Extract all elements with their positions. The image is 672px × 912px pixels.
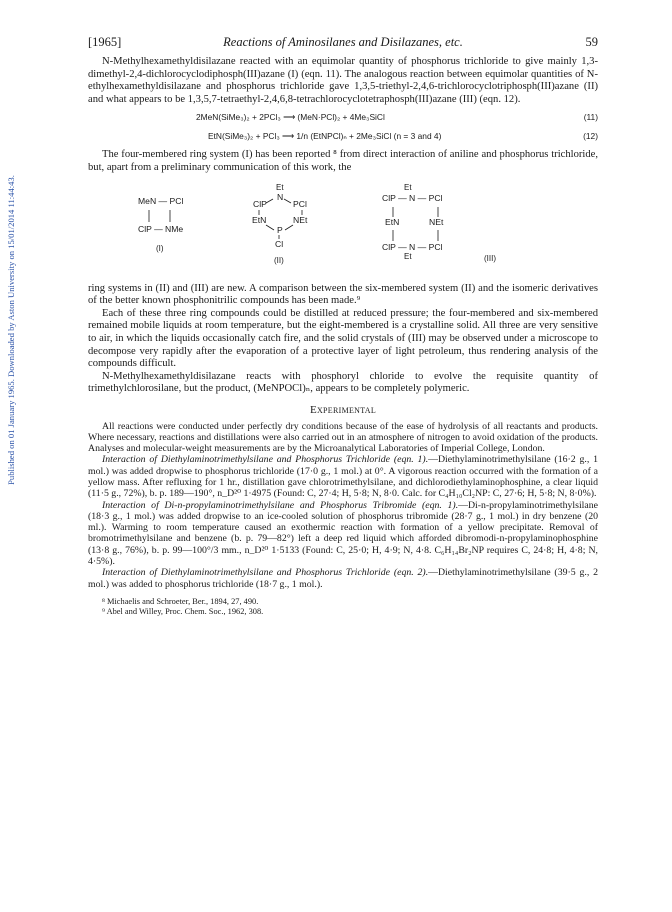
page-number: 59 bbox=[585, 35, 598, 49]
structure-I bbox=[138, 196, 183, 253]
experimental-paragraph-1: All reactions were conducted under perfectly dry conditions because of the ease of hydrolysis of all reactants and products. Where necessary, reactions and distillations were also carried out in an atmosphere of nitrogen to avoid oxidation of the products. Analyses and molecular-weight measurements are by the Microanalytical Laboratories of Imperial College, London. bbox=[88, 420, 598, 455]
experimental-paragraph-2 bbox=[88, 454, 598, 499]
structure-II-p: P bbox=[277, 224, 283, 235]
phosphoryl-paragraph: N-Methylhexamethyldisilazane reacts with phosphoryl chloride to evolve the requisite quantity of trimethylchlorosilane, but the product, (MeNPOCl)ₙ, appears to be completely polymeric. bbox=[88, 370, 598, 395]
experimental-paragraph-4-title: Interaction of Diethylaminotrimethylsilane and Phosphorus Trichloride (eqn. 2). bbox=[102, 567, 429, 579]
structure-II-n-top: N bbox=[277, 191, 284, 202]
equation-11 bbox=[88, 109, 598, 124]
footnote-8-mark: ⁸ bbox=[102, 596, 105, 606]
experimental-paragraph-2-title: Interaction of Diethylaminotrimethylsilane and Phosphorus Trichloride (eqn. 1). bbox=[102, 454, 429, 466]
footnote-9 bbox=[88, 607, 598, 617]
footnote-8-text: Michaelis and Schroeter, Ber., 1894, 27, 490. bbox=[107, 596, 259, 606]
structure-II-bond-5 bbox=[266, 225, 274, 230]
comparison-paragraph: ring systems in (II) and (III) are new. A comparison between the six-membered system (II) and the isomeric derivatives of the better known phosphonitrilic compounds has been made.⁹ bbox=[88, 282, 598, 307]
structure-II-bond-6 bbox=[285, 225, 293, 230]
download-watermark bbox=[4, 40, 18, 620]
ring-structures bbox=[88, 181, 598, 279]
footnote-9-text: Abel and Willey, Proc. Chem. Soc., 1962, 308. bbox=[106, 607, 264, 617]
structure-II-et-top: Et bbox=[276, 182, 284, 192]
experimental-section bbox=[88, 421, 598, 590]
experimental-heading: Experimental bbox=[309, 403, 377, 416]
equation-12-number: (12) bbox=[583, 131, 598, 142]
experimental-paragraph-2-text: —Diethylaminotrimethylsilane (16·2 g., 1 mol.) was added dropwise to phosphorus trichloride (17·0 g., 1 mol.) at 0°. A vigorous reaction occurred with the formation of a yellow mass. After refluxing for 1 hr., distillation gave chlorotrimethylsilane, and dichlorodiethylaminophosphine, a clear liquid (11·5 g., 72%), b. p. 189—190°, n_D²⁰ 1·4975 (Found: C, 27·4; H, 5·8; N, 8·0. Calc. for C₄H₁₀Cl₂NP: C, 27·6; H, 5·8; N, 8·0%). bbox=[88, 454, 599, 500]
structure-II-etn: EtN bbox=[252, 214, 267, 225]
structure-III-et-top: Et bbox=[404, 182, 412, 192]
structure-II-net: NEt bbox=[293, 214, 308, 225]
experimental-paragraph-3-title: Interaction of Di-n-propylaminotrimethylsilane and Phosphorus Tribromide (eqn. 1). bbox=[102, 499, 459, 511]
structure-II-bond-2 bbox=[284, 199, 291, 203]
structure-II-cl: Cl bbox=[275, 238, 284, 249]
structure-III bbox=[382, 183, 496, 263]
equation-12-text: EtN(SiMe₃)₂ + PCl₃ ⟶ 1/n (EtNPCl)ₙ + 2Me₃SiCl (n = 3 and 4) bbox=[208, 131, 442, 142]
ring-system-paragraph: The four-membered ring system (I) has been reported ⁸ from direct interaction of aniline and phosphorus trichloride, but, apart from a preliminary communication of this work, the bbox=[88, 149, 598, 173]
structure-II-bond-1 bbox=[266, 199, 273, 203]
journal-year: [1965] bbox=[88, 35, 122, 49]
structure-II bbox=[252, 183, 308, 265]
running-title: Reactions of Aminosilanes and Disilazanes, etc. bbox=[223, 35, 463, 49]
footnote-9-mark: ⁹ bbox=[102, 607, 105, 617]
download-watermark-text: Published on 01 January 1965. Downloaded by Aston University on 15/01/2014 11:44:43. bbox=[6, 175, 16, 485]
structure-II-label: (II) bbox=[274, 255, 284, 265]
structure-III-et-bottom: Et bbox=[404, 251, 412, 261]
structure-I-label: (I) bbox=[156, 243, 164, 253]
intro-paragraph: N-Methylhexamethyldisilazane reacted with an equimolar quantity of phosphorus trichloride to give mainly 1,3-dimethyl-2,4-dichlorocyclodiphosph(III)azane (I) (eqn. 11). The analogous reaction between equimolar quantities of N-ethylhexamethyldisilazane and phosphorus trichloride gave 1,3,5-triethyl-2,4,6-trichlorocyclotriphosph(III)azane (II) and what appears to be 1,3,5,7-tetraethyl-2,4,6,8-tetrachlorocyclotetraphosph(III)azane (III) (eqn. 12). bbox=[88, 56, 598, 105]
structure-I-bottom: ClP — NMe bbox=[138, 223, 184, 234]
article-page bbox=[88, 36, 598, 618]
experimental-paragraph-3 bbox=[88, 500, 598, 568]
equation-11-number: (11) bbox=[583, 112, 598, 123]
structure-II-clp: ClP bbox=[253, 198, 267, 209]
running-head bbox=[88, 36, 598, 52]
equation-12 bbox=[88, 128, 598, 143]
experimental-paragraph-3-text: —Di-n-propylaminotrimethylsilane (18·3 g., 1 mol.) was added dropwise to an ice-cooled solution of phosphorus tribromide (28·7 g., 1 mol.) in dry benzene (20 ml.). Warming to room temperature caused an exothermic reaction with formation of a yellow precipitate. Removal of bromotrimethylsilane and benzene (b. p. 79—82°) left a deep red liquid which afforded dibromodi-n-propylaminophosphine (13·8 g., 76%), b. p. 99—100°/3 mm., n_D²⁰ 1·5133 (Found: C, 25·0; H, 4·9; N, 4·8. C₆H₁₄Br₂NP requires C, 24·8; H, 4·8; N, 4·5%). bbox=[88, 499, 598, 568]
structure-III-left: EtN bbox=[385, 216, 400, 227]
structure-III-row3: ClP — N — PCl bbox=[382, 241, 443, 252]
equation-11-text: 2MeN(SiMe₃)₂ + 2PCl₃ ⟶ (MeN·PCl)₂ + 4Me₃SiCl bbox=[196, 112, 385, 123]
ring-structures-drawing bbox=[88, 181, 598, 279]
structure-II-pcl: PCl bbox=[293, 198, 307, 209]
experimental-paragraph-4-text: —Diethylaminotrimethylsilane (39·5 g., 2 mol.) was added to phosphorus trichloride (18·7 g., 1 mol.). bbox=[88, 567, 599, 590]
structure-III-right: NEt bbox=[429, 216, 444, 227]
structure-III-row1: ClP — N — PCl bbox=[382, 192, 443, 203]
stability-paragraph: Each of these three ring compounds could be distilled at reduced pressure; the four-membered and six-membered remained mobile liquids at room temperature, but the eight-membered is a crystalline solid. All three are very sensitive to air, in which the liquids occasionally catch fire, and the solid crystals of (III) may be observed under a microscope to decompose very rapidly after the evaporation of a protective layer of light petroleum, thus rendering analysis of the compounds difficult. bbox=[88, 307, 598, 370]
footnotes bbox=[88, 597, 598, 618]
structure-I-top: MeN — PCl bbox=[138, 195, 184, 206]
footnote-8 bbox=[88, 597, 598, 607]
structure-III-label: (III) bbox=[484, 253, 496, 263]
experimental-paragraph-4 bbox=[88, 567, 598, 590]
